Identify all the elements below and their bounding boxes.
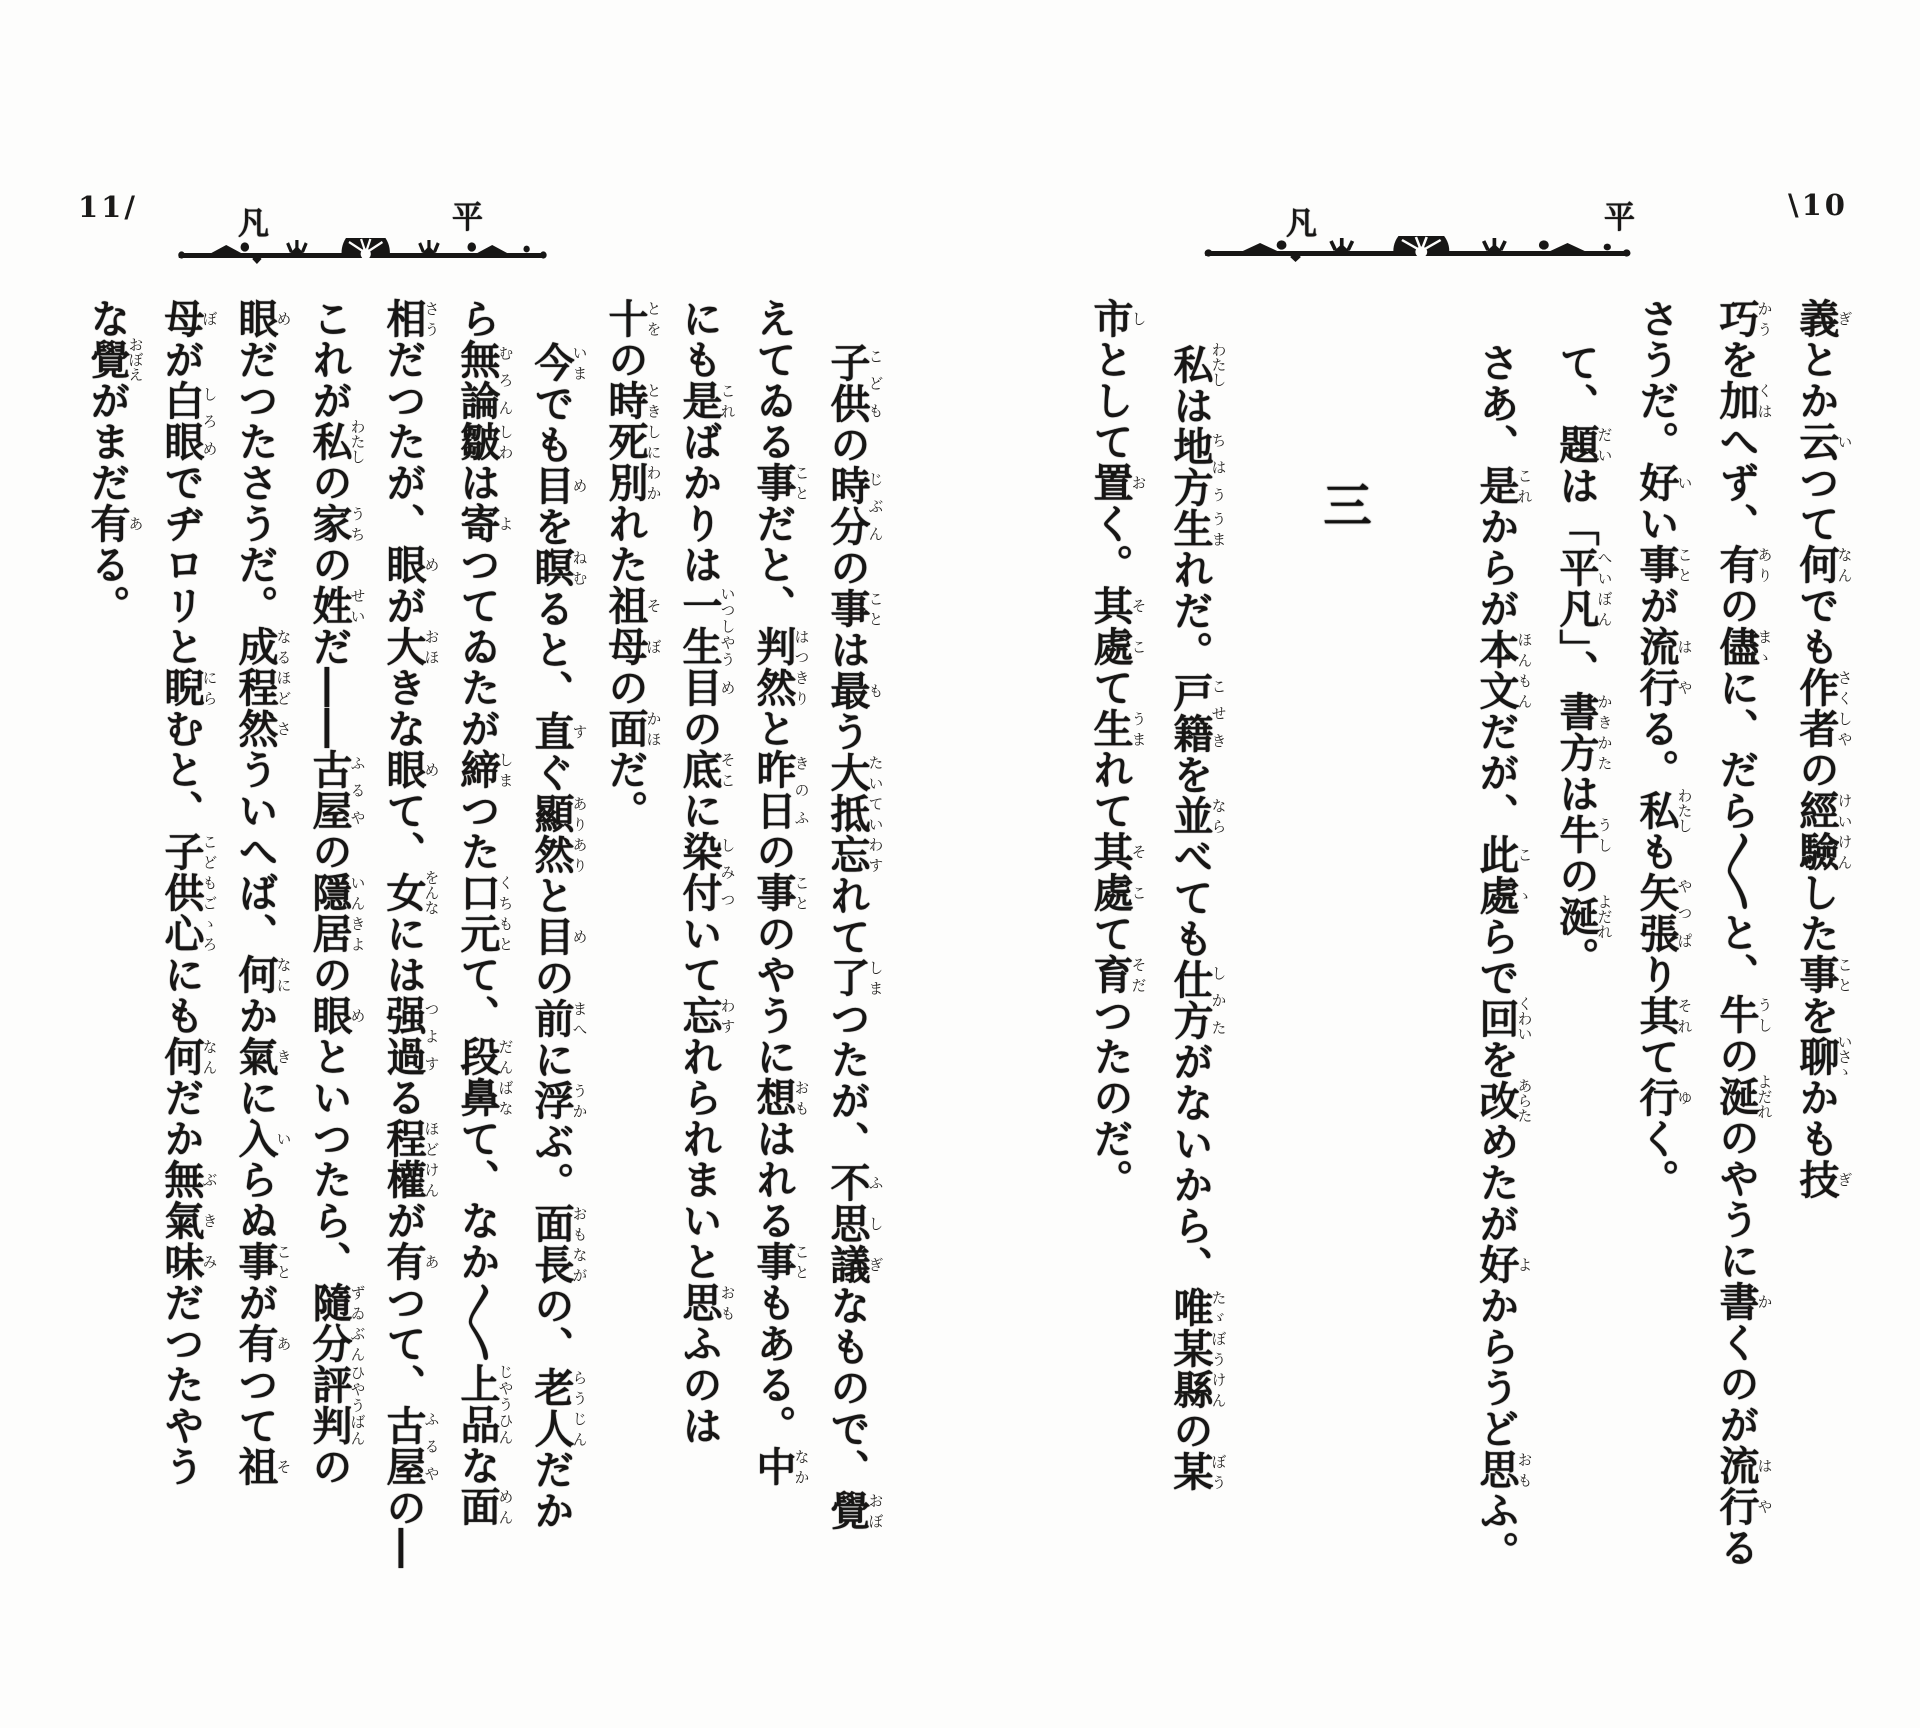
ruby-annotated-word: 相さう bbox=[380, 298, 441, 339]
ruby-annotated-word: 有あ bbox=[84, 503, 145, 544]
ruby-annotated-word: 目め bbox=[676, 667, 737, 708]
ruby-annotated-word: 唯たゞ bbox=[1167, 1287, 1228, 1328]
ruby-annotated-word: 事こと bbox=[1793, 954, 1854, 995]
ruby-annotated-word: 牛うし bbox=[1713, 994, 1774, 1035]
ruby-annotated-word: 是これ bbox=[676, 380, 737, 421]
ruby-annotated-word: 姓せい bbox=[306, 585, 367, 626]
ruby-annotated-word: 仕方しかた bbox=[1167, 959, 1228, 1041]
text-column: さあ、是これからが本文ほんもんだが、此處こゝらで回くわいを改あらためたが好よからうど思おもふ。 bbox=[1473, 342, 1534, 1572]
text-column: 子供こどもの時分じぶんの事ことは最もう大抵たいてい忘わすれて了しまつたが、不思議ふしぎなもので、覺おぼ bbox=[824, 342, 885, 1531]
ruby-annotated-word: 眼め bbox=[380, 749, 441, 790]
page-10-text-columns bbox=[1070, 298, 1856, 1572]
ruby-annotated-word: 云い bbox=[1793, 421, 1854, 462]
ruby-annotated-word: 思おも bbox=[1473, 1449, 1534, 1490]
ruby-annotated-word: 事こと bbox=[750, 872, 811, 913]
section-heading: 三 bbox=[1315, 480, 1371, 528]
ruby-annotated-word: 涎よだれ bbox=[1713, 1074, 1774, 1119]
ruby-annotated-word: 上品じやうひん bbox=[454, 1363, 515, 1445]
ruby-annotated-word: 覺おぼ bbox=[824, 1490, 885, 1531]
ruby-annotated-word: 不思議ふしぎ bbox=[824, 1162, 885, 1285]
page-number: 11/ bbox=[78, 190, 138, 224]
ruby-annotated-word: 覺おぼえ bbox=[84, 337, 145, 382]
ruby-annotated-word: 大抵たいてい bbox=[824, 752, 885, 834]
ruby-annotated-word: 何なん bbox=[1793, 544, 1854, 585]
ruby-annotated-word: 死別しにわか bbox=[602, 421, 663, 503]
ruby-annotated-word: 皺しわ bbox=[454, 421, 515, 462]
ruby-annotated-word: 古屋ふるや bbox=[306, 749, 367, 831]
ruby-annotated-word: 段鼻だんばな bbox=[454, 1036, 515, 1118]
ruby-annotated-word: 育そだ bbox=[1087, 954, 1148, 995]
ruby-annotated-word: 加くは bbox=[1713, 380, 1774, 421]
ruby-annotated-word: 此處こゝ bbox=[1473, 834, 1534, 916]
ruby-annotated-word: 中なか bbox=[750, 1446, 811, 1487]
ruby-annotated-word: 面かほ bbox=[602, 708, 663, 749]
ruby-annotated-word: 儘まゝ bbox=[1713, 626, 1774, 667]
ruby-annotated-word: 事こと bbox=[750, 1241, 811, 1282]
ruby-annotated-word: 十とを bbox=[602, 298, 663, 339]
ruby-annotated-word: 戸籍こせき bbox=[1167, 672, 1228, 754]
ruby-annotated-word: 回くわい bbox=[1473, 996, 1534, 1041]
ruby-annotated-word: 時分じぶん bbox=[824, 465, 885, 547]
text-column: ら無論むろん皺しわは寄よつてゐたが締しまつた口元くちもとて、段鼻だんばなて、なか〱上品じやうひんな面めん bbox=[454, 298, 515, 1527]
ruby-annotated-word: 直す bbox=[528, 711, 589, 752]
ruby-annotated-word: 隱居いんきよ bbox=[306, 872, 367, 954]
ruby-annotated-word: 眼め bbox=[380, 544, 441, 585]
ruby-annotated-word: 睨にら bbox=[158, 667, 219, 708]
ruby-annotated-word: 書か bbox=[1713, 1281, 1774, 1322]
ruby-annotated-word: 有あ bbox=[380, 1241, 441, 1282]
ruby-annotated-word: 某縣ぼうけん bbox=[1167, 1328, 1228, 1410]
ruby-annotated-word: 今いま bbox=[528, 342, 589, 383]
ruby-annotated-word: 忘わす bbox=[824, 834, 885, 875]
ruby-annotated-word: 何なに bbox=[232, 954, 293, 995]
running-title-char-hei: 平 bbox=[452, 200, 483, 236]
ruby-annotated-word: 了しま bbox=[824, 957, 885, 998]
ruby-annotated-word: 隨分ずゐぶん bbox=[306, 1282, 367, 1364]
page-10 bbox=[960, 0, 1920, 1728]
ruby-annotated-word: 入い bbox=[232, 1118, 293, 1159]
ruby-annotated-word: 作者さくしや bbox=[1793, 667, 1854, 749]
ruby-annotated-word: 其それ bbox=[1633, 995, 1694, 1036]
ruby-annotated-word: 何なん bbox=[158, 1036, 219, 1077]
ruby-annotated-word: 聊いさゝ bbox=[1793, 1034, 1854, 1079]
ruby-annotated-word: 子供心こどもごゝろ bbox=[158, 831, 219, 954]
ruby-annotated-word: 事こと bbox=[824, 588, 885, 629]
ruby-annotated-word: 平凡へいぼん bbox=[1553, 547, 1614, 629]
ruby-annotated-word: 成程なるほど bbox=[232, 626, 293, 708]
ruby-annotated-word: 其處そこ bbox=[1087, 585, 1148, 667]
ruby-annotated-word: 生うま bbox=[1167, 508, 1228, 549]
ruby-annotated-word: 某ぼう bbox=[1167, 1451, 1228, 1492]
text-column: 十とをの時とき死別しにわかれた祖母そぼの面かほだ。 bbox=[602, 298, 663, 831]
running-title-char-bon: 凡 bbox=[1286, 206, 1317, 242]
ruby-annotated-word: 口元くちもと bbox=[454, 872, 515, 954]
ruby-annotated-word: 無氣味ぶきみ bbox=[158, 1159, 219, 1282]
page-11-text-columns bbox=[70, 298, 885, 1569]
ruby-annotated-word: 忘わす bbox=[676, 995, 737, 1036]
ruby-annotated-word: 技ぎ bbox=[1793, 1159, 1854, 1200]
ruby-annotated-word: 生うま bbox=[1087, 708, 1148, 749]
text-column: これが私わたしの家うちの姓せいだ――古屋ふるやの隱居いんきよの眼めといつたら、隨分ずゐぶん評判ひやうばんの bbox=[306, 298, 367, 1487]
ruby-annotated-word: 想おも bbox=[750, 1077, 811, 1118]
running-title-char-bon: 凡 bbox=[238, 206, 269, 242]
ruby-annotated-word: 家うち bbox=[306, 503, 367, 544]
page-number: \10 bbox=[1788, 188, 1848, 222]
ruby-annotated-word: 目め bbox=[528, 465, 589, 506]
ruby-annotated-word: 無論むろん bbox=[454, 339, 515, 421]
ruby-annotated-word: 締しま bbox=[454, 749, 515, 790]
ruby-annotated-word: 祖そ bbox=[232, 1446, 293, 1487]
ruby-annotated-word: 事こと bbox=[1633, 544, 1694, 585]
ruby-annotated-word: 評判ひやうばん bbox=[306, 1364, 367, 1446]
ruby-annotated-word: 事こと bbox=[750, 462, 811, 503]
running-title-char-hei: 平 bbox=[1604, 200, 1635, 236]
text-column: 市しとして置おく。其處そこて生うまれて其處そこて育そだつたのだ。 bbox=[1087, 298, 1148, 1200]
ruby-annotated-word: 眼め bbox=[306, 995, 367, 1036]
ruby-annotated-word: 巧かう bbox=[1713, 298, 1774, 339]
ruby-annotated-word: 改あらた bbox=[1473, 1078, 1534, 1123]
ruby-annotated-word: 其處そこ bbox=[1087, 831, 1148, 913]
ruby-annotated-word: 思おも bbox=[676, 1282, 737, 1323]
ruby-annotated-word: 底そこ bbox=[676, 749, 737, 790]
ruby-annotated-word: 市し bbox=[1087, 298, 1148, 339]
ruby-annotated-word: 判然はつきり bbox=[750, 626, 811, 708]
ruby-annotated-word: 顯然ありあり bbox=[528, 793, 589, 875]
ruby-annotated-word: 然さ bbox=[232, 708, 293, 749]
text-column: 今いまでも目めを瞑ねむると、直すぐ顯然ありありと目めの前まへに浮うかぶ。面長おもながの、老人らうじんだか bbox=[528, 342, 589, 1531]
ruby-annotated-word: 面長おもなが bbox=[528, 1203, 589, 1285]
text-column: な覺おぼえがまだ有ある。 bbox=[84, 298, 145, 626]
ruby-annotated-word: 女をんな bbox=[380, 870, 441, 915]
ruby-annotated-word: 最も bbox=[824, 670, 885, 711]
ruby-annotated-word: 有あり bbox=[1713, 544, 1774, 585]
ruby-annotated-word: 行ゆ bbox=[1633, 1077, 1694, 1118]
ruby-annotated-word: 氣き bbox=[232, 1036, 293, 1077]
ruby-annotated-word: 牛うし bbox=[1553, 814, 1614, 855]
ruby-annotated-word: 經驗けいけん bbox=[1793, 790, 1854, 872]
ruby-annotated-word: 流行はや bbox=[1713, 1445, 1774, 1527]
text-column: て、題だいは「平凡へいぼん」、書方かきかたは牛うしの涎よだれ。 bbox=[1553, 342, 1614, 978]
ruby-annotated-word: 好よ bbox=[1473, 1244, 1534, 1285]
ruby-annotated-word: 書方かきかた bbox=[1553, 691, 1614, 773]
ruby-annotated-word: 浮うか bbox=[528, 1080, 589, 1121]
ruby-annotated-word: 昨日きのふ bbox=[750, 749, 811, 831]
text-column: 母ぼが白眼しろめでヂロリと睨にらむと、子供心こどもごゝろにも何なんだか無氣味ぶきみだつたやう bbox=[158, 298, 219, 1487]
ruby-annotated-word: 眼め bbox=[232, 298, 293, 339]
text-column: 義ぎとか云いつて何なんでも作者さくしやの經驗けいけんした事ことを聊いさゝかも技ぎ bbox=[1793, 298, 1854, 1200]
text-column: さうだ。好いい事ことが流行はやる。私わたしも矢張やつぱり其それて行ゆく。 bbox=[1633, 298, 1694, 1200]
ruby-annotated-word: 一生いつしやう bbox=[676, 585, 737, 667]
text-column: 相さうだつたが、眼めが大おほきな眼めて、女をんなには强過つよする程ほど權けんが有あつて、古屋ふるやの― bbox=[380, 298, 441, 1569]
ruby-annotated-word: 私わたし bbox=[306, 419, 367, 464]
ruby-annotated-word: 是これ bbox=[1473, 465, 1534, 506]
header-ornament-icon bbox=[176, 238, 548, 266]
ruby-annotated-word: 題だい bbox=[1553, 424, 1614, 465]
ruby-annotated-word: 好い bbox=[1633, 462, 1694, 503]
ruby-annotated-word: 瞑ねむ bbox=[528, 547, 589, 588]
ruby-annotated-word: 祖母そぼ bbox=[602, 585, 663, 667]
text-column: 私わたしは地方ちはう生うまれだ。戸籍こせきを並ならべても仕方しかたがないから、唯たゞ某縣ぼうけんの某ぼう bbox=[1167, 342, 1228, 1492]
ruby-annotated-word: 私わたし bbox=[1633, 788, 1694, 833]
ruby-annotated-word: 義ぎ bbox=[1793, 298, 1854, 339]
ruby-annotated-word: 矢張やつぱ bbox=[1633, 872, 1694, 954]
ruby-annotated-word: 母ぼ bbox=[158, 298, 219, 339]
ruby-annotated-word: 强過つよす bbox=[380, 995, 441, 1077]
text-column: にも是こればかりは一生いつしやう目めの底そこに染付しみついて忘わすれられまいと思おもふのは bbox=[676, 298, 737, 1446]
ruby-annotated-word: 面めん bbox=[454, 1486, 515, 1527]
ruby-annotated-word: 程ほど bbox=[380, 1118, 441, 1159]
text-column: えてゐる事ことだと、判然はつきりと昨日きのふの事ことのやうに想おもはれる事こともある。中なか bbox=[750, 298, 811, 1487]
ruby-annotated-word: 子供こども bbox=[824, 342, 885, 424]
ruby-annotated-word: 並なら bbox=[1167, 795, 1228, 836]
ruby-annotated-word: 目め bbox=[528, 916, 589, 957]
ruby-annotated-word: 白眼しろめ bbox=[158, 380, 219, 462]
ruby-annotated-word: 事こと bbox=[232, 1241, 293, 1282]
ruby-annotated-word: 大おほ bbox=[380, 626, 441, 667]
ruby-annotated-word: 本文ほんもん bbox=[1473, 629, 1534, 711]
ruby-annotated-word: 私わたし bbox=[1167, 342, 1228, 387]
header-ornament-icon bbox=[1202, 236, 1632, 264]
ruby-annotated-word: 涎よだれ bbox=[1553, 894, 1614, 939]
ruby-annotated-word: 流行はや bbox=[1633, 626, 1694, 708]
ruby-annotated-word: 染付しみつ bbox=[676, 831, 737, 913]
text-column: 巧かうを加くはへず、有ありの儘まゝに、だら〱と、牛うしの涎よだれのやうに書かくのが流行はやる bbox=[1713, 298, 1774, 1568]
ruby-annotated-word: 權けん bbox=[380, 1159, 441, 1200]
ruby-annotated-word: 置お bbox=[1087, 462, 1148, 503]
ruby-annotated-word: 地方ちはう bbox=[1167, 426, 1228, 508]
ruby-annotated-word: 古屋ふるや bbox=[380, 1405, 441, 1487]
ruby-annotated-word: 時とき bbox=[602, 380, 663, 421]
text-column: 眼めだつたさうだ。成程なるほど然さういへば、何なにか氣きに入いらぬ事ことが有あつて祖そ bbox=[232, 298, 293, 1487]
ruby-annotated-word: 前まへ bbox=[528, 998, 589, 1039]
ruby-annotated-word: 寄よ bbox=[454, 503, 515, 544]
ruby-annotated-word: 老人らうじん bbox=[528, 1367, 589, 1449]
ruby-annotated-word: 有あ bbox=[232, 1323, 293, 1364]
